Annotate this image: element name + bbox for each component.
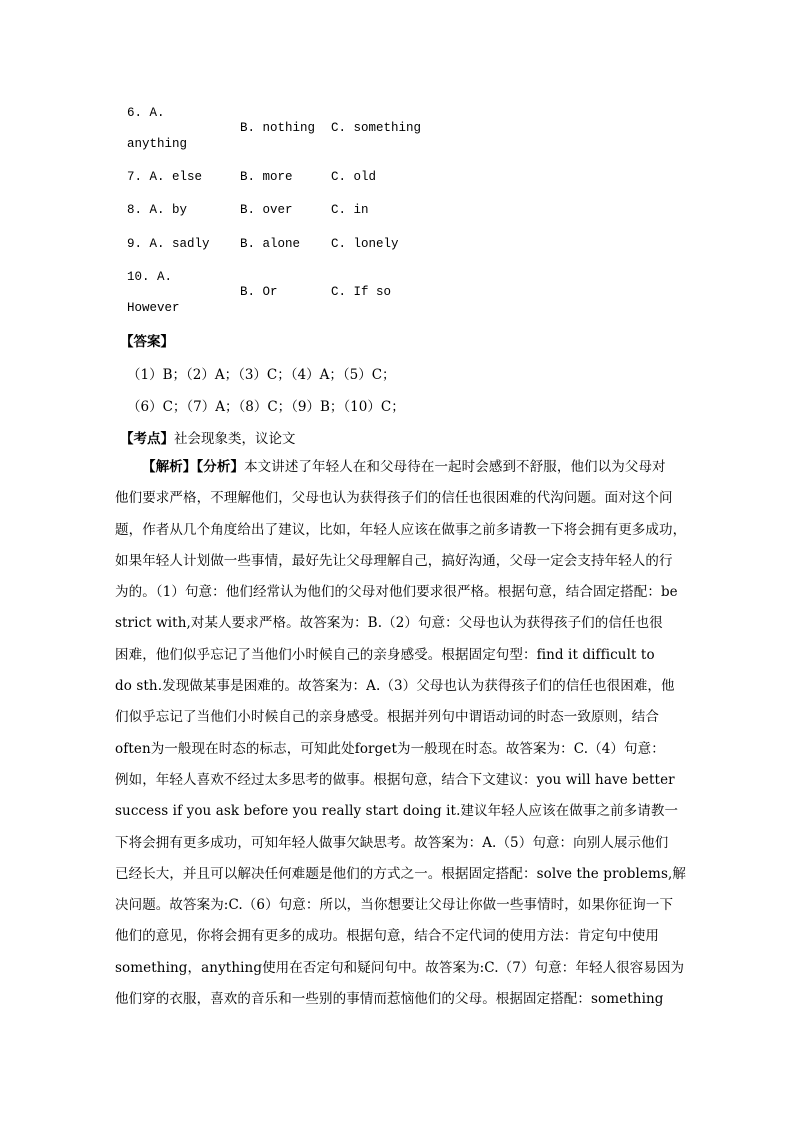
analysis-line: 为的。（1）句意：他们经常认为他们的父母对他们要求很严格。根据句意，结合固定搭配：be [115,584,678,601]
option-b: B. Or [240,285,278,299]
analysis-line: do sth.发现做某事是困难的。故答案为：A.（3）父母也认为获得孩子们的信任也很困难，他 [115,678,675,695]
kaodian-heading: 【考点】 [120,431,174,447]
answer-heading [120,330,174,350]
option-a: However [127,301,180,315]
option-number: 6. A. [127,106,165,120]
option-number: 8. A. by [127,203,188,217]
option-number: 7. A. else [127,170,203,184]
analysis-line: 已经长大，并且可以解决任何难题是他们的方式之一。根据固定搭配：solve the problems,解 [115,865,686,882]
option-b: B. nothing [240,121,316,135]
analysis-line: 他们要求严格，不理解他们，父母也认为获得孩子们的信任也很困难的代沟问题。面对这个问 [115,490,673,507]
kaodian-line [120,427,296,447]
option-b: B. more [240,170,293,184]
kaodian-text: 社会现象类，议论文 [174,431,296,447]
analysis-line: strict with,对某人要求严格。故答案为：B.（2）句意：父母也认为获得孩子们的信任也很 [115,615,663,632]
option-c: C. something [331,121,422,135]
analysis-heading: 【解析】【分析】 [142,459,245,475]
analysis-line: 困难，他们似乎忘记了当他们小时候自己的亲身感受。根据固定句型：find it difficult to [115,646,655,663]
analysis-line: 们似乎忘记了当他们小时候自己的亲身感受。根据并列句中谓语动词的时态一致原则，结合 [115,709,659,726]
analysis-line: success if you ask before you really start doing it.建议年轻人应该在做事之前多请教一 [115,803,679,820]
option-c: C. lonely [331,237,399,251]
analysis-line-text: 本文讲述了年轻人在和父母待在一起时会感到不舒服，他们以为父母对 [244,459,666,475]
option-c: C. old [331,170,377,184]
analysis-line: 决问题。故答案为:C.（6）句意：所以，当你想要让父母让你做一些事情时，如果你征询一下 [115,897,674,914]
answer-heading-text: 【答案】 [120,334,174,350]
analysis-line: something，anything使用在否定句和疑问句中。故答案为:C.（7）句意：年轻人很容易因为 [115,959,685,976]
analysis-line: often为一般现在时态的标志，可知此处forget为一般现在时态。故答案为：C.（4）句意： [115,740,665,757]
answer-line-2: （6）C；（7）A；（8）C；（9）B；（10）C； [127,399,405,415]
analysis-line: 下将会拥有更多成功，可知年轻人做事欠缺思考。故答案为：A.（5）句意：向别人展示他们 [115,834,669,851]
analysis-line: 如果年轻人计划做一些事情，最好先让父母理解自己，搞好沟通，父母一定会支持年轻人的行 [115,552,673,569]
analysis-line: 他们的意见，你将会拥有更多的成功。根据句意，结合不定代词的使用方法：肯定句中使用 [115,928,659,945]
analysis-line: 例如，年轻人喜欢不经过太多思考的做事。根据句意，结合下文建议：you will have better [115,771,675,788]
analysis-paragraph [115,452,687,1015]
analysis-line [115,452,687,483]
answer-line-1: （1）B；（2）A；（3）C；（4）A；（5）C； [127,367,396,383]
analysis-line: 他们穿的衣服，喜欢的音乐和一些别的事情而惹恼他们的父母。根据固定搭配：something [115,991,664,1008]
analysis-line: 题，作者从几个角度给出了建议，比如，年轻人应该在做事之前多请教一下将会拥有更多成功， [115,521,687,538]
option-b: B. alone [240,237,301,251]
option-b: B. over [240,203,293,217]
option-number: 10. A. [127,270,173,284]
option-c: C. If so [331,285,392,299]
option-c: C. in [331,203,369,217]
option-number: 9. A. sadly [127,237,210,251]
option-a: anything [127,137,188,151]
